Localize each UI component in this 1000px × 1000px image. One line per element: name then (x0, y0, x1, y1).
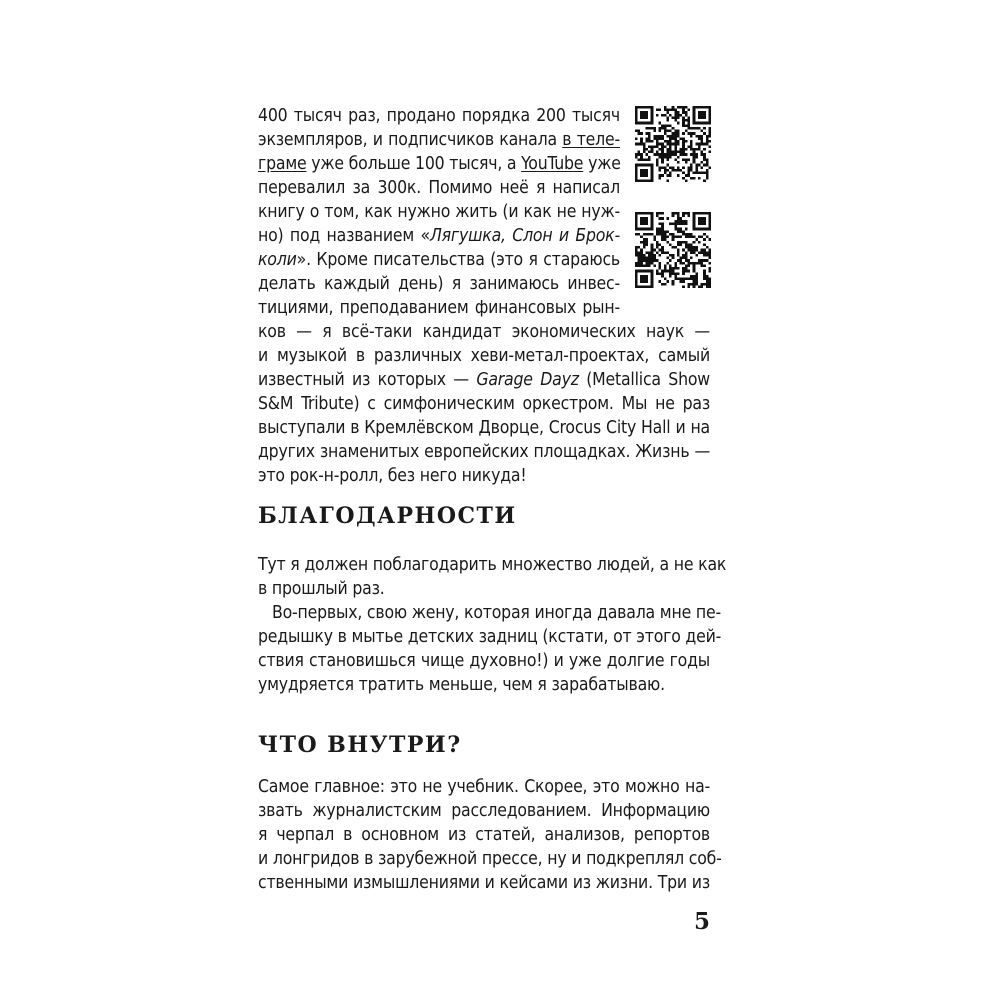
text-line: редышку в мытье детских задниц (кстати, от этого дей- (258, 627, 722, 647)
youtube-link[interactable]: YouTube (521, 154, 584, 174)
text-line: но) под названием «Лягушка, Слон и Брок- (258, 226, 620, 246)
section-heading-inside: ЧТО ВНУТРИ? (258, 732, 462, 758)
text-line: выступали в Кремлёвском Дворце, Crocus City Hall и на (258, 418, 710, 438)
text-line: Тут я должен поблагодарить множество людей, а не как (258, 555, 727, 575)
text-line: Во-первых, свою жену, которая иногда давала мне пе- (272, 603, 721, 623)
text-line: звать журналистским расследованием. Информацию (258, 801, 710, 821)
text-line: и музыкой в различных хеви-метал-проектах, самый (258, 346, 710, 366)
text-line: я черпал в основном из статей, анализов, репортов (258, 825, 710, 845)
telegram-link[interactable]: в теле- (562, 130, 621, 150)
text-line: ствия становишься чище духовно!) и уже долгие годы (258, 651, 710, 671)
text-line: делать каждый день) я занимаюсь инвес- (258, 274, 620, 294)
qr-code-book[interactable] (635, 212, 711, 288)
text-line: ственными измышлениями и кейсами из жизни. Три из (258, 873, 710, 893)
text-line: экземпляров, и подписчиков канала в теле- (258, 130, 621, 150)
text-line: в прошлый раз. (258, 579, 385, 599)
section-heading-thanks: БЛАГОДАРНОСТИ (258, 503, 517, 529)
text-line: Самое главное: это не учебник. Скорее, это можно на- (258, 777, 710, 797)
text-line: это рок-н-ролл, без него никуда! (258, 466, 527, 486)
text-line: других знаменитых европейских площадках. Жизнь — (258, 442, 710, 462)
text-line: известный из которых — Garage Dayz (Metallica Show (258, 370, 710, 390)
text-line: коли». Кроме писательства (это я стараюсь (258, 250, 620, 270)
telegram-link[interactable]: граме (258, 154, 307, 174)
text-line: граме уже больше 100 тысяч, а YouTube уже (258, 154, 621, 174)
qr-code-telegram[interactable] (635, 106, 711, 182)
page-number: 5 (694, 908, 711, 935)
text-line: умудряется тратить меньше, чем я зарабатываю. (258, 675, 665, 695)
text-line: книгу о том, как нужно жить (и как не нуж- (258, 202, 620, 222)
text-line: тициями, преподаванием финансовых рын- (258, 298, 620, 318)
text-line: ков — я всё-таки кандидат экономических наук — (258, 322, 710, 342)
text-line: S&M Tribute) с симфоническим оркестром. Мы не раз (258, 394, 710, 414)
text-line: 400 тысяч раз, продано порядка 200 тысяч (258, 106, 620, 126)
text-line: и лонгридов в зарубежной прессе, ну и подкреплял соб- (258, 849, 722, 869)
text-line: перевалил за 300к. Помимо неё я написал (258, 178, 620, 198)
